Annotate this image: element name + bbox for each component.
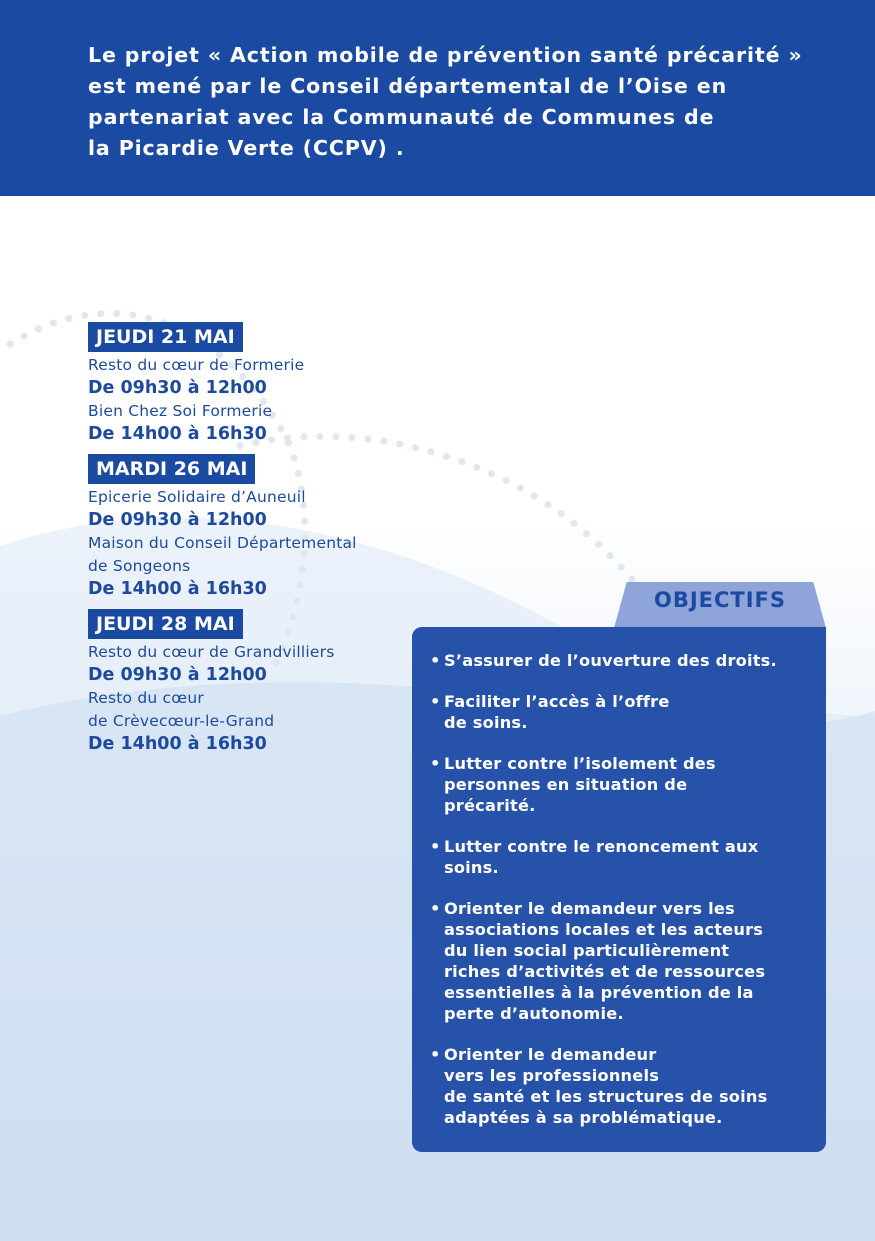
- entry-time: De 14h00 à 16h30: [88, 579, 267, 599]
- intro-line: est mené par le Conseil départemental de l’Oise en: [88, 74, 728, 98]
- objective-text: Lutter contre l’isolement des personnes en situation de précarité.: [444, 754, 716, 815]
- day-label: JEUDI 21 MAI: [88, 322, 243, 352]
- bullet-icon: •: [430, 692, 441, 711]
- schedule-day: [88, 454, 418, 601]
- bullet-icon: •: [430, 1045, 441, 1064]
- entry-time: De 09h30 à 12h00: [88, 510, 267, 530]
- entry-place: Bien Chez Soi Formerie: [88, 402, 273, 420]
- day-label: MARDI 26 MAI: [88, 454, 255, 484]
- entry-time: De 09h30 à 12h00: [88, 378, 267, 398]
- intro-line: Le projet « Action mobile de prévention santé précarité »: [88, 43, 803, 67]
- day-label: JEUDI 28 MAI: [88, 609, 243, 639]
- objective-text: S’assurer de l’ouverture des droits.: [444, 651, 777, 670]
- bullet-icon: •: [430, 754, 441, 773]
- objectives-title: OBJECTIFS: [653, 588, 787, 612]
- objective-item: [430, 836, 810, 878]
- entry-place: Resto du cœur de Crèvecœur-le-Grand: [88, 689, 275, 730]
- objective-text: Faciliter l’accès à l’offre de soins.: [444, 692, 670, 732]
- intro-line: la Picardie Verte (CCPV) .: [88, 136, 405, 160]
- objective-text: Orienter le demandeur vers les professionnels de santé et les structures de soins adaptées à sa problématique.: [444, 1045, 768, 1127]
- intro-paragraph: [88, 40, 803, 164]
- bullet-icon: •: [430, 837, 441, 856]
- entry-place: Resto du cœur de Grandvilliers: [88, 643, 335, 661]
- header-band: [0, 0, 875, 196]
- objective-item: [430, 691, 810, 733]
- entry-place: Resto du cœur de Formerie: [88, 356, 305, 374]
- entry-place: Maison du Conseil Départemental de Songeons: [88, 534, 357, 575]
- schedule-day: [88, 322, 418, 446]
- objective-item: [430, 650, 810, 671]
- intro-line: partenariat avec la Communauté de Communes de: [88, 105, 715, 129]
- entry-time: De 14h00 à 16h30: [88, 424, 267, 444]
- bullet-icon: •: [430, 899, 441, 918]
- objectives-box: [412, 627, 826, 1152]
- entry-place: Epicerie Solidaire d’Auneuil: [88, 488, 306, 506]
- objective-text: Lutter contre le renoncement aux soins.: [444, 837, 759, 877]
- schedule-day: [88, 609, 418, 756]
- bullet-icon: •: [430, 651, 441, 670]
- objective-text: Orienter le demandeur vers les associations locales et les acteurs du lien social particulièrement riches d’activités et de ressources essentielles à la prévention de la perte d’autonomie.: [444, 899, 766, 1023]
- objective-item: [430, 753, 810, 816]
- objective-item: [430, 898, 810, 1024]
- schedule: [88, 322, 418, 764]
- objectives-list: [412, 627, 826, 1128]
- entry-time: De 14h00 à 16h30: [88, 734, 267, 754]
- objective-item: [430, 1044, 810, 1128]
- entry-time: De 09h30 à 12h00: [88, 665, 267, 685]
